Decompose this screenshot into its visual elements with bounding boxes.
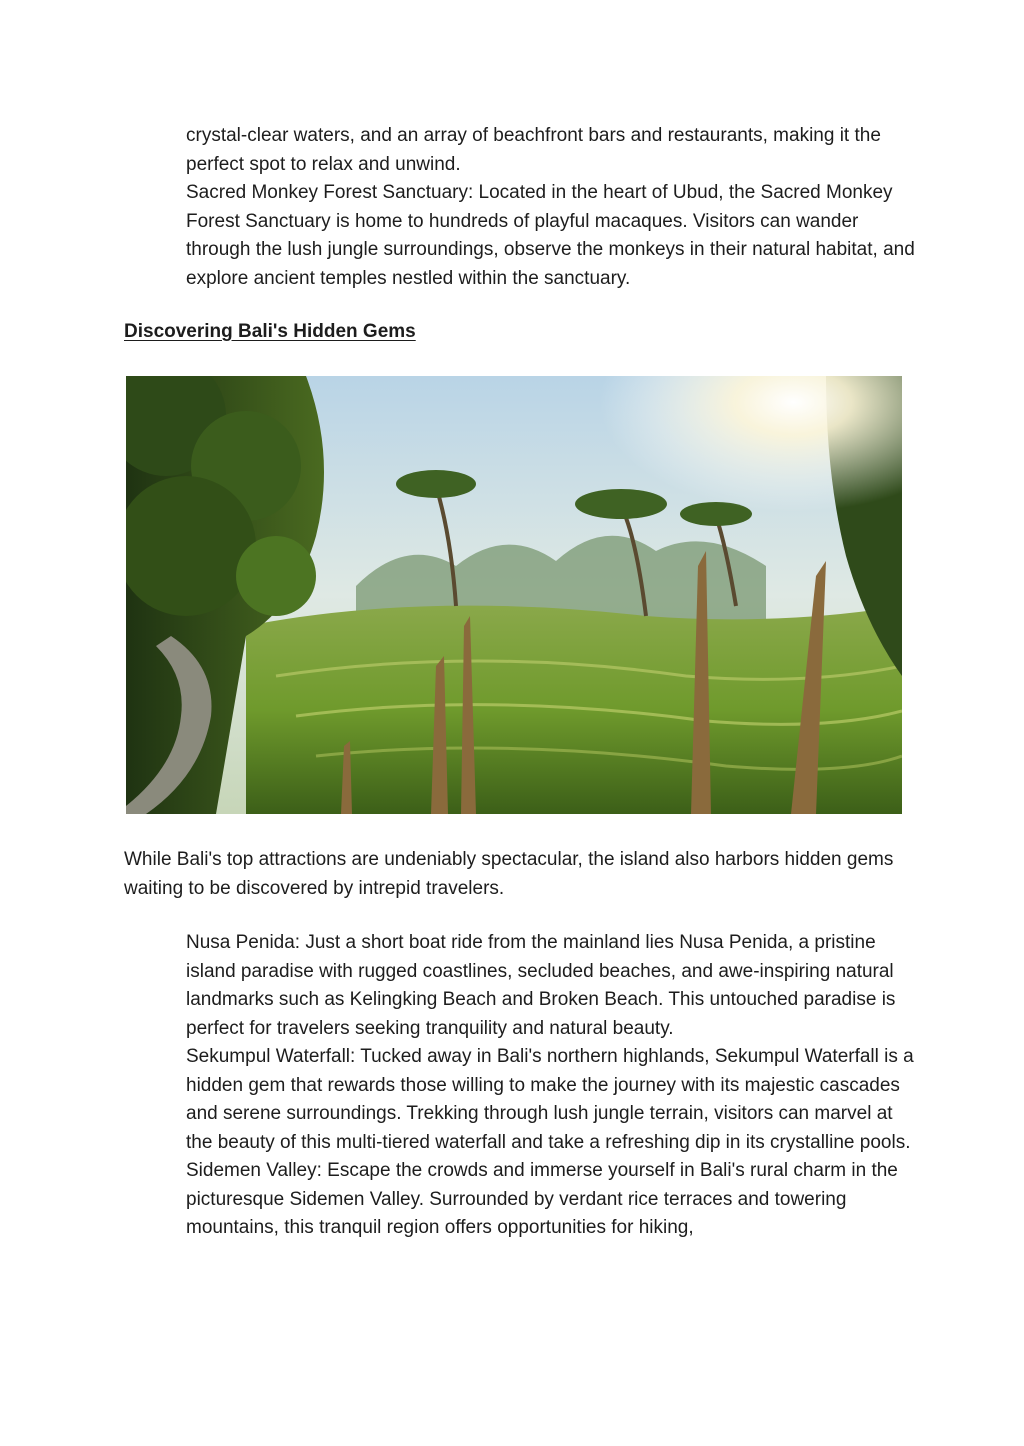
intro-paragraph: While Bali's top attractions are undeniably spectacular, the island also harbors hidden gems waiting to be discovered by intrepid travelers. xyxy=(124,849,894,899)
list-item: Sekumpul Waterfall: Tucked away in Bali's northern highlands, Sekumpul Waterfall is a hidden gem that rewards those willing to make the journey with its majestic cascades and serene surroundings. Trekking through lush jungle terrain, visitors can marvel at the beauty of this multi-tiered waterfall and take a refreshing dip in its crystalline pools. xyxy=(186,1046,914,1153)
list-item: crystal-clear waters, and an array of beachfront bars and restaurants, making it the perfect spot to relax and unwind. xyxy=(186,125,881,175)
list-item: Sacred Monkey Forest Sanctuary: Located in the heart of Ubud, the Sacred Monkey Forest Sanctuary is home to hundreds of playful macaques. Visitors can wander through the lush jungle surroundings, observe the monkeys in their natural habitat, and explore ancient temples nestled within the sanctuary. xyxy=(186,182,915,289)
hidden-gems-list xyxy=(186,929,916,1243)
list-item: Nusa Penida: Just a short boat ride from the mainland lies Nusa Penida, a pristine island paradise with rugged coastlines, secluded beaches, and awe-inspiring natural landmarks such as Kelingking Beach and Broken Beach. This untouched paradise is perfect for travelers seeking tranquility and natural beauty. xyxy=(186,932,896,1039)
top-list xyxy=(186,122,916,293)
section-heading: Discovering Bali's Hidden Gems xyxy=(124,321,416,342)
list-item: Sidemen Valley: Escape the crowds and immerse yourself in Bali's rural charm in the picturesque Sidemen Valley. Surrounded by verdant rice terraces and towering mountains, this tranquil region offers opportunities for hiking, xyxy=(186,1160,898,1238)
rice-terrace-photo xyxy=(126,376,902,814)
